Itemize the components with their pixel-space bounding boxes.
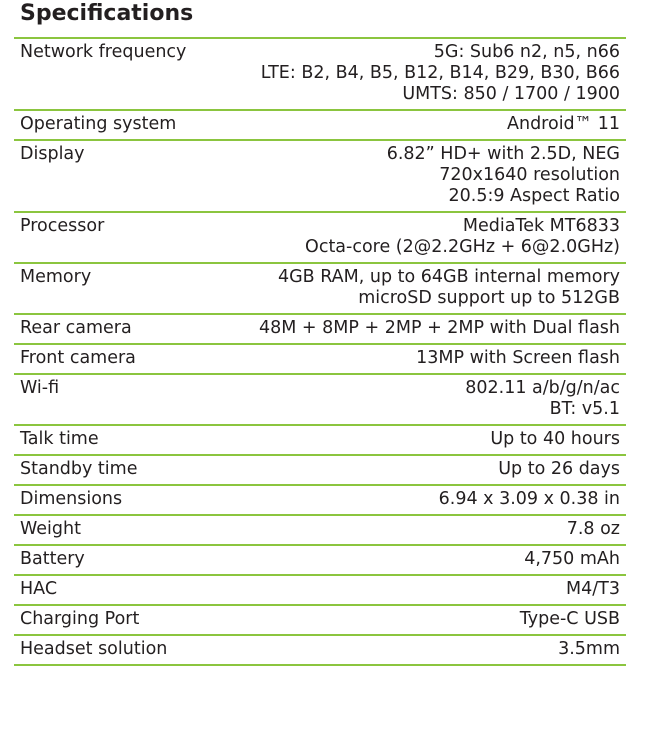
spec-row — [14, 39, 626, 111]
spec-label: Memory — [20, 267, 92, 287]
spec-label: Talk time — [20, 429, 99, 449]
spec-row — [14, 264, 626, 315]
spec-value: UMTS: 850 / 1700 / 1900 — [402, 84, 620, 104]
spec-value: Octa-core (2@2.2GHz + 6@2.0GHz) — [305, 237, 620, 257]
spec-label: Display — [20, 144, 85, 164]
spec-value: LTE: B2, B4, B5, B12, B14, B29, B30, B66 — [260, 63, 620, 83]
spec-row — [14, 141, 626, 213]
spec-label: Processor — [20, 216, 105, 236]
spec-value: 6.94 x 3.09 x 0.38 in — [438, 489, 620, 509]
spec-value: Type-C USB — [519, 609, 620, 629]
spec-value: M4/T3 — [566, 579, 620, 599]
spec-value: microSD support up to 512GB — [358, 288, 620, 308]
spec-label: Standby time — [20, 459, 138, 479]
spec-value: Android™ 11 — [507, 114, 620, 134]
spec-value: 20.5:9 Aspect Ratio — [448, 186, 620, 206]
spec-label: Rear camera — [20, 318, 132, 338]
spec-value: 4GB RAM, up to 64GB internal memory — [277, 267, 620, 287]
spec-label: HAC — [20, 579, 58, 599]
spec-values — [305, 216, 620, 258]
spec-label: Operating system — [20, 114, 177, 134]
spec-row — [14, 606, 626, 636]
spec-value: 5G: Sub6 n2, n5, n66 — [433, 42, 620, 62]
spec-row — [14, 456, 626, 486]
spec-values — [259, 318, 620, 339]
spec-row — [14, 213, 626, 264]
spec-values — [507, 114, 620, 135]
spec-values — [261, 42, 620, 105]
spec-label: Headset solution — [20, 639, 168, 659]
spec-values — [439, 489, 620, 510]
spec-row — [14, 375, 626, 426]
spec-label: Network frequency — [20, 42, 187, 62]
spec-values — [498, 459, 620, 480]
spec-value: BT: v5.1 — [549, 399, 620, 419]
spec-value: 6.82” HD+ with 2.5D, NEG — [386, 144, 620, 164]
spec-label: Front camera — [20, 348, 136, 368]
spec-row — [14, 345, 626, 375]
spec-label: Battery — [20, 549, 85, 569]
spec-value: 802.11 a/b/g/n/ac — [465, 378, 620, 398]
spec-values — [490, 429, 620, 450]
spec-value: Up to 40 hours — [490, 429, 620, 449]
spec-values — [387, 144, 620, 207]
spec-row — [14, 111, 626, 141]
page-title: Specifications — [20, 1, 194, 26]
spec-value: 13MP with Screen flash — [416, 348, 620, 368]
spec-values — [465, 378, 620, 420]
spec-value: MediaTek MT6833 — [462, 216, 620, 236]
spec-values — [566, 579, 620, 600]
spec-values — [567, 519, 620, 540]
spec-label: Charging Port — [20, 609, 140, 629]
spec-row — [14, 516, 626, 546]
spec-value: 720x1640 resolution — [439, 165, 620, 185]
spec-row — [14, 546, 626, 576]
spec-value: 4,750 mAh — [524, 549, 620, 569]
spec-row — [14, 315, 626, 345]
spec-value: 48M + 8MP + 2MP + 2MP with Dual flash — [258, 318, 620, 338]
spec-values — [416, 348, 620, 369]
spec-value: 3.5mm — [558, 639, 620, 659]
spec-values — [558, 639, 620, 660]
spec-values — [520, 609, 620, 630]
spec-values — [524, 549, 620, 570]
spec-row — [14, 426, 626, 456]
spec-value: 7.8 oz — [566, 519, 620, 539]
spec-label: Weight — [20, 519, 81, 539]
specifications-table — [14, 37, 626, 666]
spec-label: Dimensions — [20, 489, 123, 509]
spec-row — [14, 636, 626, 666]
spec-values — [278, 267, 620, 309]
spec-row — [14, 576, 626, 606]
spec-label: Wi-fi — [20, 378, 60, 398]
spec-row — [14, 486, 626, 516]
spec-value: Up to 26 days — [498, 459, 620, 479]
